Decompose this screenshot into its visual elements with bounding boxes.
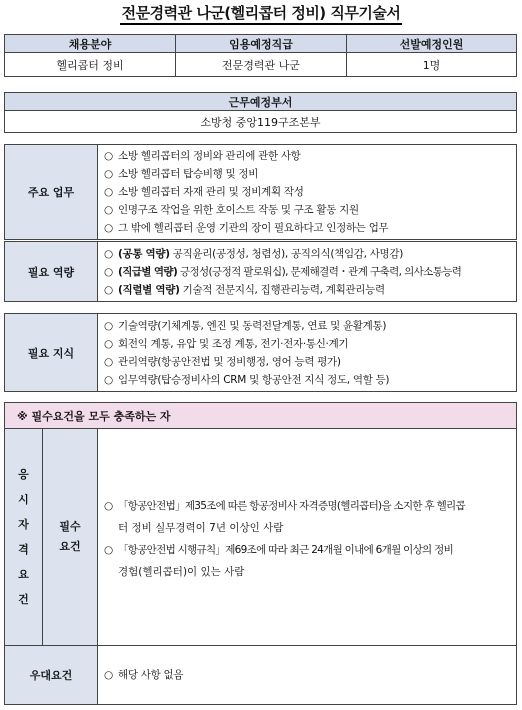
list-item: ○ 그 밖에 헬리콥터 운영 기관의 장이 필요하다고 인정하는 업무 <box>104 222 389 234</box>
list-item-continuation: 경험(헬리콥터)이 있는 사람 <box>118 566 245 578</box>
value-field: 헬리콥터 정비 <box>5 53 176 77</box>
competency-list <box>98 242 517 302</box>
requirements-table <box>4 402 517 705</box>
list-item: ○ 인명구조 작업을 위한 호이스트 작동 및 구조 활동 지원 <box>104 204 359 216</box>
list-item: ○ 회전익 계통, 유압 및 조정 계통, 전기·전자·통신·계기 <box>104 337 349 350</box>
value-department: 소방청 중앙119구조본부 <box>5 111 517 133</box>
header-grade: 임용예정직급 <box>176 35 347 53</box>
qualification-label: 응 시 자 격 요 건 <box>5 429 43 646</box>
mandatory-label: 필수 요건 <box>43 429 98 646</box>
list-item: ○ 관리역량(항공안전법 및 정비행정, 영어 능력 평가) <box>104 355 341 368</box>
value-count: 1명 <box>347 53 517 77</box>
header-department: 근무예정부서 <box>5 93 517 111</box>
competency-label: 필요 역량 <box>5 242 98 302</box>
duties-label: 주요 업무 <box>5 145 98 240</box>
list-item-continuation: 터 정비 실무경력이 7년 이상인 사람 <box>118 522 284 534</box>
header-field: 채용분야 <box>5 35 176 53</box>
knowledge-list <box>98 314 517 392</box>
list-item: ○ (직렬별 역량) 기술적 전문지식, 집행관리능력, 계획관리능력 <box>104 283 385 296</box>
list-item: ○ 임무역량(탑승정비사의 CRM 및 항공안전 지식 정도, 역할 등) <box>104 373 390 386</box>
duties-list <box>98 145 517 240</box>
list-item: ○ 기술역량(기체계통, 엔진 및 동력전달계통, 연료 및 윤활계통) <box>104 319 387 332</box>
list-item: ○ 소방 헬리콥터의 정비와 관리에 관한 사항 <box>104 150 301 162</box>
list-item: ○ 「항공안전법」제35조에 따른 항공정비사 자격증명(헬리콥터)을 소지한 후 헬리콥 <box>104 500 465 512</box>
department-table <box>4 92 517 133</box>
page-title: 전문경력관 나군(헬리콥터 정비) 직무기술서 <box>0 2 522 23</box>
list-item: ○ 「항공안전법 시행규칙」제69조에 따라 최근 24개월 이내에 6개월 이상의 정비 <box>104 544 454 556</box>
competency-table <box>4 241 517 302</box>
requirements-list <box>98 429 517 646</box>
list-item: ○ 소방 헬리콥터 탑승비행 및 정비 <box>104 168 259 180</box>
preferred-label: 우대요건 <box>5 646 98 705</box>
list-item: ○ 해당 사항 없음 <box>104 669 184 681</box>
list-item: ○ (직급별 역량) 긍정성(긍정적 팔로워십), 문제해결력・관계 구축력, 의사소통능력 <box>104 265 462 278</box>
list-item: ○ (공통 역량) 공직윤리(공정성, 청렴성), 공직의식(책임감, 사명감) <box>104 247 404 260</box>
requirements-notice: ※ 필수요건을 모두 충족하는 자 <box>5 403 517 429</box>
knowledge-label: 필요 지식 <box>5 314 98 392</box>
preferred-list <box>98 646 517 705</box>
value-grade: 전문경력관 나군 <box>176 53 347 77</box>
list-item: ○ 소방 헬리콥터 자재 관리 및 정비계획 작성 <box>104 186 304 198</box>
header-count: 선발예정인원 <box>347 35 517 53</box>
recruitment-table <box>4 34 517 77</box>
knowledge-table <box>4 313 517 392</box>
duties-table <box>4 144 517 240</box>
